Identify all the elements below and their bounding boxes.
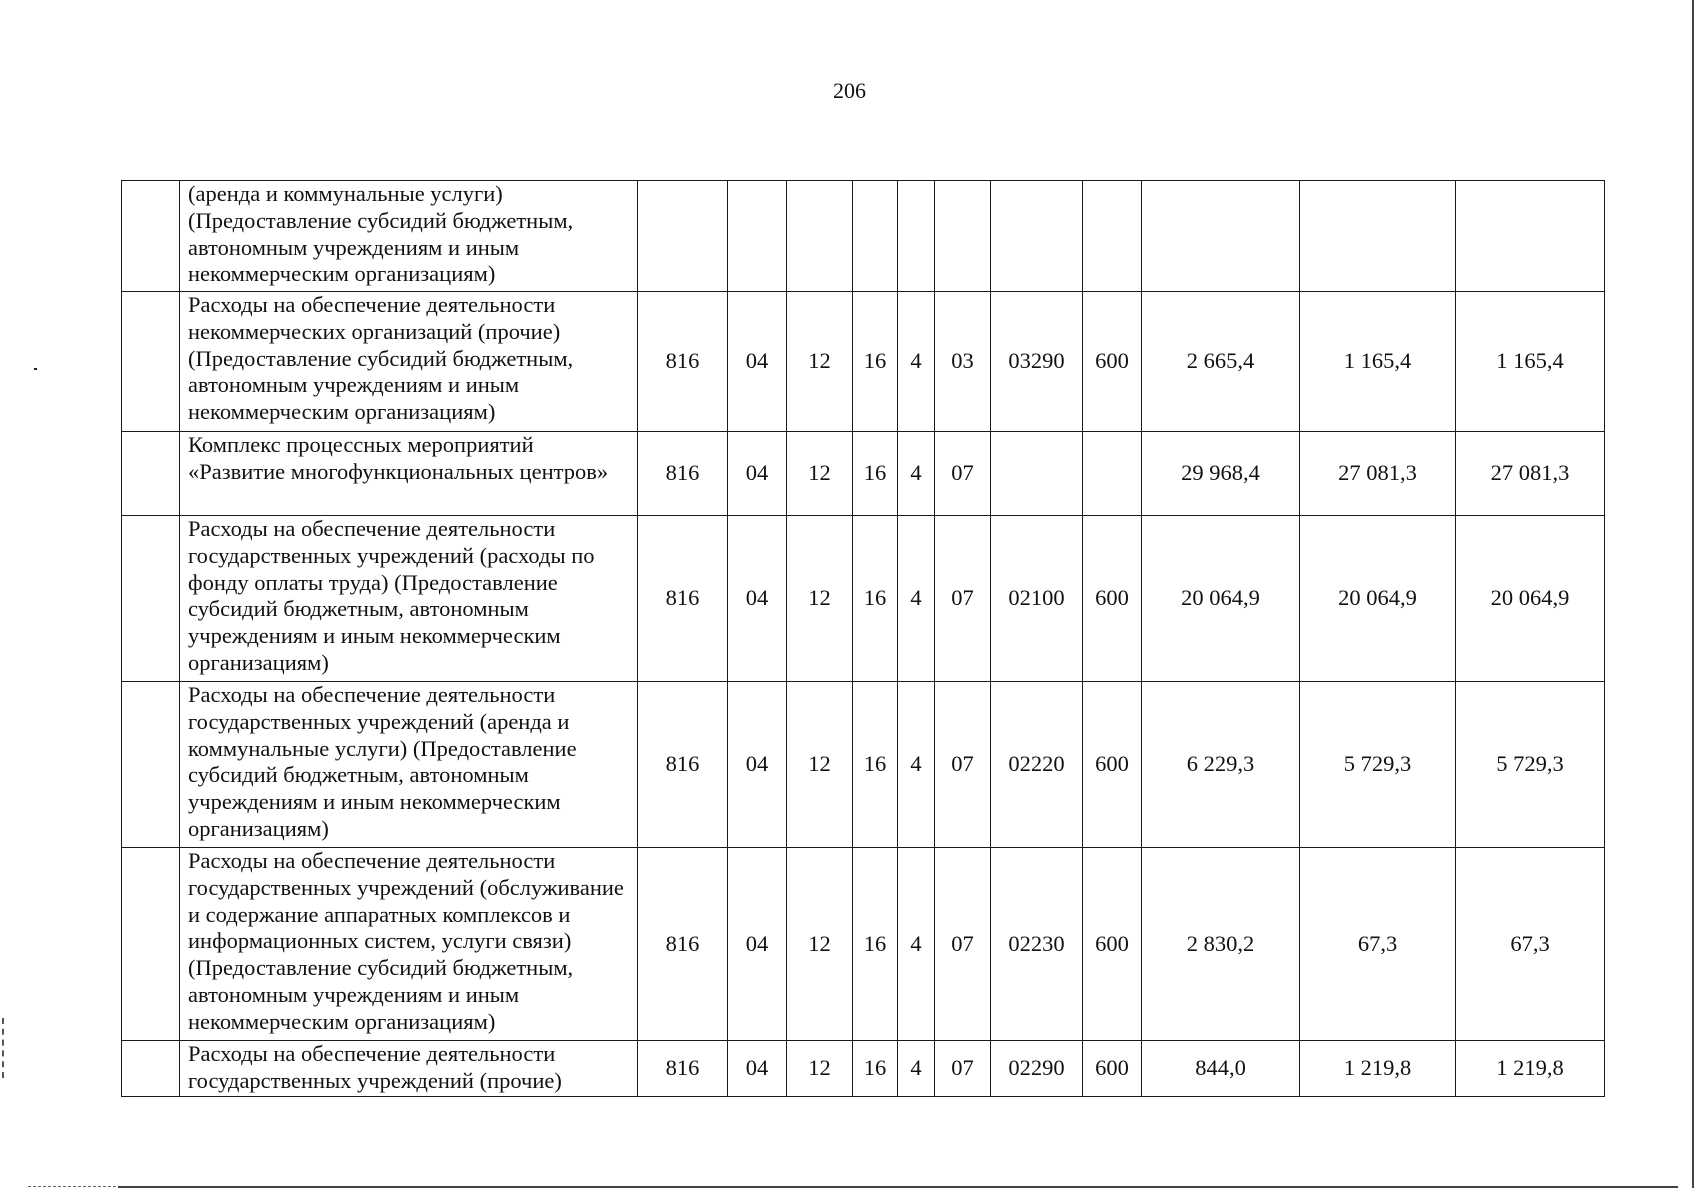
table-row [122, 682, 1605, 848]
structural-element-cell: 07 [935, 432, 991, 516]
amount-year-1-cell: 6 229,3 [1142, 682, 1300, 848]
amount-year-3-cell: 1 219,8 [1456, 1041, 1605, 1097]
subsection-code-cell: 12 [787, 432, 853, 516]
scan-edge-bottom [118, 1186, 1678, 1188]
amount-year-3-cell: 27 081,3 [1456, 432, 1605, 516]
structural-element-cell: 07 [935, 848, 991, 1041]
description-cell: (аренда и коммунальные услуги) (Предоставление субсидий бюджетным, автономным учреждениям и иным некоммерческим организациям) [180, 181, 638, 292]
scan-edge-dashed [28, 1186, 116, 1187]
section-code-cell [728, 181, 787, 292]
row-number-cell [122, 848, 180, 1041]
amount-year-3-cell: 67,3 [1456, 848, 1605, 1041]
ministry-code-cell: 816 [638, 682, 728, 848]
expense-direction-cell: 03290 [991, 292, 1083, 432]
structural-element-cell: 03 [935, 292, 991, 432]
program-type-cell: 4 [898, 682, 935, 848]
ministry-code-cell: 816 [638, 432, 728, 516]
expense-direction-cell: 02100 [991, 516, 1083, 682]
expense-direction-cell: 02220 [991, 682, 1083, 848]
amount-year-2-cell: 27 081,3 [1300, 432, 1456, 516]
program-code-cell: 16 [853, 1041, 898, 1097]
expense-type-cell: 600 [1083, 682, 1142, 848]
budget-table [121, 180, 1605, 1097]
expense-direction-cell: 02230 [991, 848, 1083, 1041]
ministry-code-cell: 816 [638, 1041, 728, 1097]
program-type-cell [898, 181, 935, 292]
amount-year-1-cell [1142, 181, 1300, 292]
amount-year-3-cell [1456, 181, 1605, 292]
expense-type-cell: 600 [1083, 292, 1142, 432]
subsection-code-cell: 12 [787, 682, 853, 848]
row-number-cell [122, 181, 180, 292]
structural-element-cell: 07 [935, 682, 991, 848]
amount-year-1-cell: 20 064,9 [1142, 516, 1300, 682]
section-code-cell: 04 [728, 516, 787, 682]
section-code-cell: 04 [728, 682, 787, 848]
ministry-code-cell [638, 181, 728, 292]
subsection-code-cell: 12 [787, 292, 853, 432]
row-number-cell [122, 432, 180, 516]
structural-element-cell [935, 181, 991, 292]
amount-year-1-cell: 29 968,4 [1142, 432, 1300, 516]
row-number-cell [122, 292, 180, 432]
program-code-cell: 16 [853, 432, 898, 516]
scan-edge-marks [2, 1018, 6, 1078]
amount-year-2-cell: 1 219,8 [1300, 1041, 1456, 1097]
subsection-code-cell: 12 [787, 1041, 853, 1097]
expense-direction-cell [991, 432, 1083, 516]
description-cell: Расходы на обеспечение деятельности некоммерческих организаций (прочие) (Предоставление субсидий бюджетным, автономным учреждениям и иным некоммерческим организациям) [180, 292, 638, 432]
program-code-cell [853, 181, 898, 292]
expense-type-cell: 600 [1083, 516, 1142, 682]
section-code-cell: 04 [728, 1041, 787, 1097]
subsection-code-cell: 12 [787, 848, 853, 1041]
amount-year-1-cell: 844,0 [1142, 1041, 1300, 1097]
structural-element-cell: 07 [935, 516, 991, 682]
program-code-cell: 16 [853, 682, 898, 848]
ministry-code-cell: 816 [638, 516, 728, 682]
table-row [122, 516, 1605, 682]
table-row [122, 848, 1605, 1041]
description-cell: Расходы на обеспечение деятельности государственных учреждений (прочие) [180, 1041, 638, 1097]
expense-type-cell [1083, 432, 1142, 516]
scan-mark [34, 368, 37, 370]
row-number-cell [122, 516, 180, 682]
section-code-cell: 04 [728, 432, 787, 516]
amount-year-1-cell: 2 665,4 [1142, 292, 1300, 432]
ministry-code-cell: 816 [638, 848, 728, 1041]
page-number: 206 [833, 78, 866, 103]
program-type-cell: 4 [898, 516, 935, 682]
row-number-cell [122, 682, 180, 848]
description-cell: Расходы на обеспечение деятельности государственных учреждений (обслуживание и содержание аппаратных комплексов и информационных систем, услуги связи) (Предоставление субсидий бюджетным, автономным учреждениям и иным некоммерческим организациям) [180, 848, 638, 1041]
subsection-code-cell [787, 181, 853, 292]
program-type-cell: 4 [898, 848, 935, 1041]
program-code-cell: 16 [853, 292, 898, 432]
amount-year-1-cell: 2 830,2 [1142, 848, 1300, 1041]
expense-direction-cell: 02290 [991, 1041, 1083, 1097]
program-code-cell: 16 [853, 516, 898, 682]
amount-year-2-cell: 5 729,3 [1300, 682, 1456, 848]
section-code-cell: 04 [728, 848, 787, 1041]
table-row [122, 1041, 1605, 1097]
amount-year-2-cell: 67,3 [1300, 848, 1456, 1041]
table-row [122, 181, 1605, 292]
program-code-cell: 16 [853, 848, 898, 1041]
ministry-code-cell: 816 [638, 292, 728, 432]
amount-year-3-cell: 1 165,4 [1456, 292, 1605, 432]
row-number-cell [122, 1041, 180, 1097]
structural-element-cell: 07 [935, 1041, 991, 1097]
expense-type-cell: 600 [1083, 848, 1142, 1041]
amount-year-3-cell: 20 064,9 [1456, 516, 1605, 682]
subsection-code-cell: 12 [787, 516, 853, 682]
amount-year-2-cell: 1 165,4 [1300, 292, 1456, 432]
program-type-cell: 4 [898, 432, 935, 516]
table-row [122, 432, 1605, 516]
description-cell: Расходы на обеспечение деятельности государственных учреждений (аренда и коммунальные услуги) (Предоставление субсидий бюджетным, автономным учреждениям и иным некоммерческим организациям) [180, 682, 638, 848]
description-cell: Комплекс процессных мероприятий «Развитие многофункциональных центров» [180, 432, 638, 516]
description-cell: Расходы на обеспечение деятельности государственных учреждений (расходы по фонду оплаты труда) (Предоставление субсидий бюджетным, автономным учреждениям и иным некоммерческим организациям) [180, 516, 638, 682]
amount-year-3-cell: 5 729,3 [1456, 682, 1605, 848]
table-row [122, 292, 1605, 432]
program-type-cell: 4 [898, 292, 935, 432]
expense-type-cell [1083, 181, 1142, 292]
scan-edge-right [1692, 0, 1694, 1188]
expense-direction-cell [991, 181, 1083, 292]
expense-type-cell: 600 [1083, 1041, 1142, 1097]
program-type-cell: 4 [898, 1041, 935, 1097]
amount-year-2-cell: 20 064,9 [1300, 516, 1456, 682]
amount-year-2-cell [1300, 181, 1456, 292]
section-code-cell: 04 [728, 292, 787, 432]
